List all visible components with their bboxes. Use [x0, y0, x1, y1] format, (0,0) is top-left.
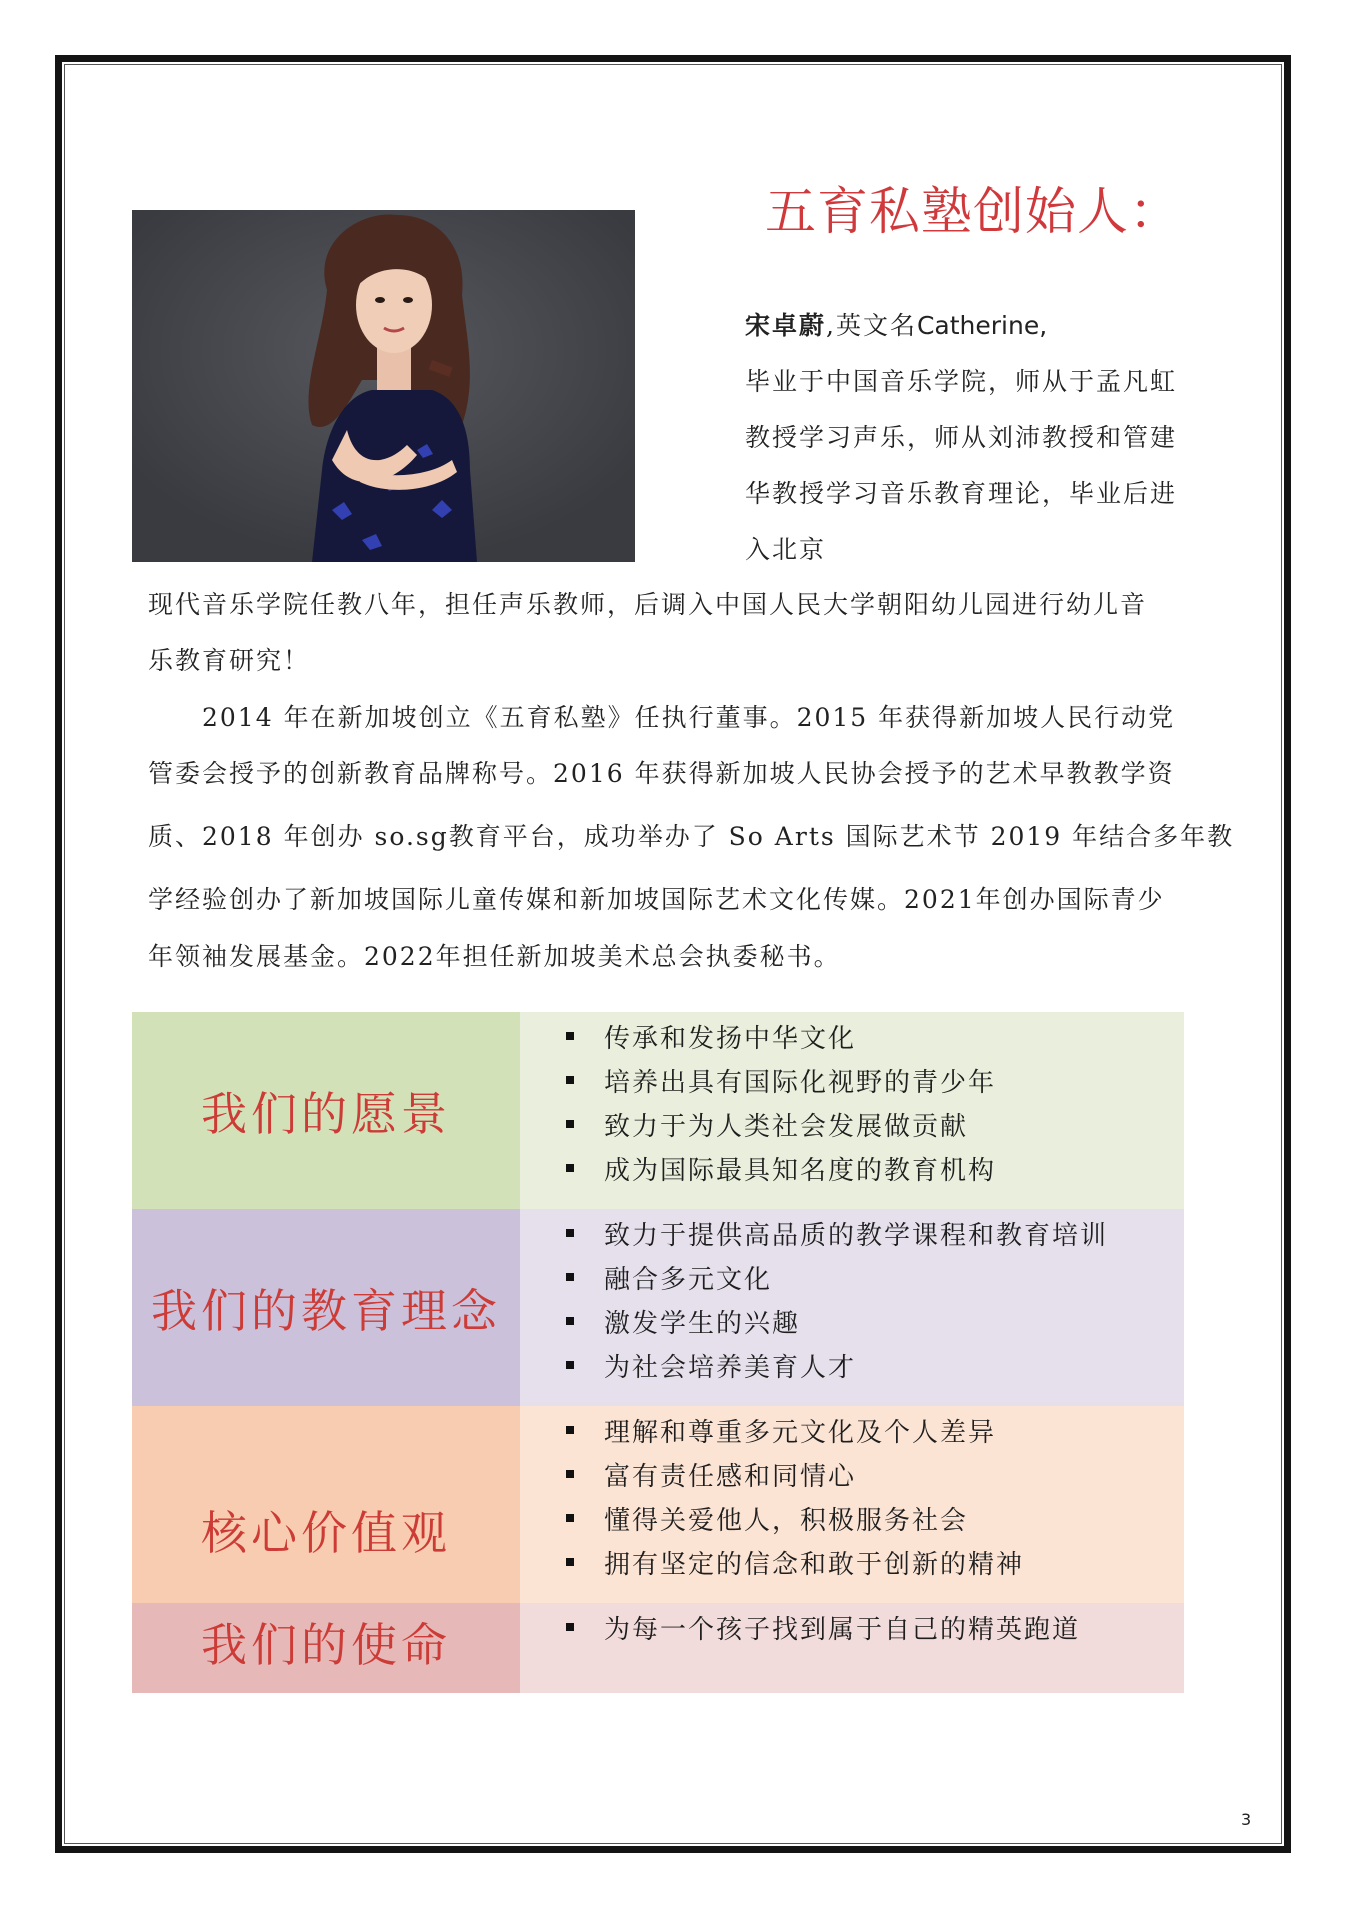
bio-line: 现代音乐学院任教八年，担任声乐教师，后调入中国人民大学朝阳幼儿园进行幼儿音 [148, 590, 1148, 619]
intro-line: 入北京 [745, 535, 827, 564]
section-items [520, 1406, 1184, 1603]
list-item: 为社会培养美育人才 [520, 1343, 1184, 1387]
bullet-icon [566, 1164, 574, 1172]
list-item: 富有责任感和同情心 [520, 1452, 1184, 1496]
intro-line: 教授学习声乐，师从刘沛教授和管建 [745, 423, 1178, 452]
bullet-icon [566, 1470, 574, 1478]
english-label: ,英文名 [826, 311, 917, 340]
bullet-icon [566, 1558, 574, 1566]
section-education-philosophy [132, 1209, 1184, 1406]
values-table [132, 1012, 1184, 1693]
english-name: Catherine, [916, 311, 1048, 340]
list-item: 致力于提供高品质的教学课程和教育培训 [520, 1211, 1184, 1255]
list-item: 传承和发扬中华文化 [520, 1014, 1184, 1058]
list-item: 成为国际最具知名度的教育机构 [520, 1146, 1184, 1190]
list-item: 融合多元文化 [520, 1255, 1184, 1299]
section-items [520, 1603, 1184, 1693]
intro-name-line [745, 298, 1225, 354]
page-number: 3 [1241, 1810, 1252, 1829]
section-items [520, 1209, 1184, 1406]
list-item: 懂得关爱他人，积极服务社会 [520, 1496, 1184, 1540]
bullet-icon [566, 1361, 574, 1369]
bullet-icon [566, 1076, 574, 1084]
section-heading: 我们的使命 [132, 1603, 520, 1693]
section-items [520, 1012, 1184, 1209]
section-heading: 我们的教育理念 [132, 1209, 520, 1406]
section-heading: 核心价值观 [132, 1406, 520, 1603]
section-core-values [132, 1406, 1184, 1603]
bio-line: 管委会授予的创新教育品牌称号。2016 年获得新加坡人民协会授予的艺术早教教学资 [148, 759, 1175, 788]
page-title: 五育私塾创始人： [765, 183, 1182, 242]
bullet-icon [566, 1032, 574, 1040]
bullet-icon [566, 1623, 574, 1631]
bullet-icon [566, 1120, 574, 1128]
list-item: 激发学生的兴趣 [520, 1299, 1184, 1343]
bio-line: 乐教育研究！ [148, 646, 311, 675]
intro-line: 毕业于中国音乐学院，师从于孟凡虹 [745, 367, 1178, 396]
list-item: 为每一个孩子找到属于自己的精英跑道 [520, 1605, 1184, 1649]
list-item: 培养出具有国际化视野的青少年 [520, 1058, 1184, 1102]
bullet-icon [566, 1426, 574, 1434]
list-item: 理解和尊重多元文化及个人差异 [520, 1408, 1184, 1452]
bio-line: 年领袖发展基金。2022年担任新加坡美术总会执委秘书。 [148, 942, 841, 971]
section-mission [132, 1603, 1184, 1693]
bullet-icon [566, 1317, 574, 1325]
bullet-icon [566, 1273, 574, 1281]
section-vision [132, 1012, 1184, 1209]
list-item: 拥有坚定的信念和敢于创新的精神 [520, 1540, 1184, 1584]
list-item: 致力于为人类社会发展做贡献 [520, 1102, 1184, 1146]
founder-name: 宋卓蔚 [745, 311, 827, 340]
bullet-icon [566, 1229, 574, 1237]
portrait-illustration [132, 210, 635, 562]
intro-line: 华教授学习音乐教育理论，毕业后进 [745, 479, 1178, 508]
bio-line: 2014 年在新加坡创立《五育私塾》任执行董事。2015 年获得新加坡人民行动党 [148, 703, 1176, 732]
bio-line: 质、2018 年创办 so.sg教育平台，成功举办了 So Arts 国际艺术节 2019 年结合多年教 [148, 822, 1235, 851]
bio-line: 学经验创办了新加坡国际儿童传媒和新加坡国际艺术文化传媒。2021年创办国际青少 [148, 885, 1165, 914]
bullet-icon [566, 1514, 574, 1522]
founder-intro [745, 298, 1225, 578]
section-heading: 我们的愿景 [132, 1012, 520, 1209]
founder-portrait-photo [132, 210, 635, 562]
